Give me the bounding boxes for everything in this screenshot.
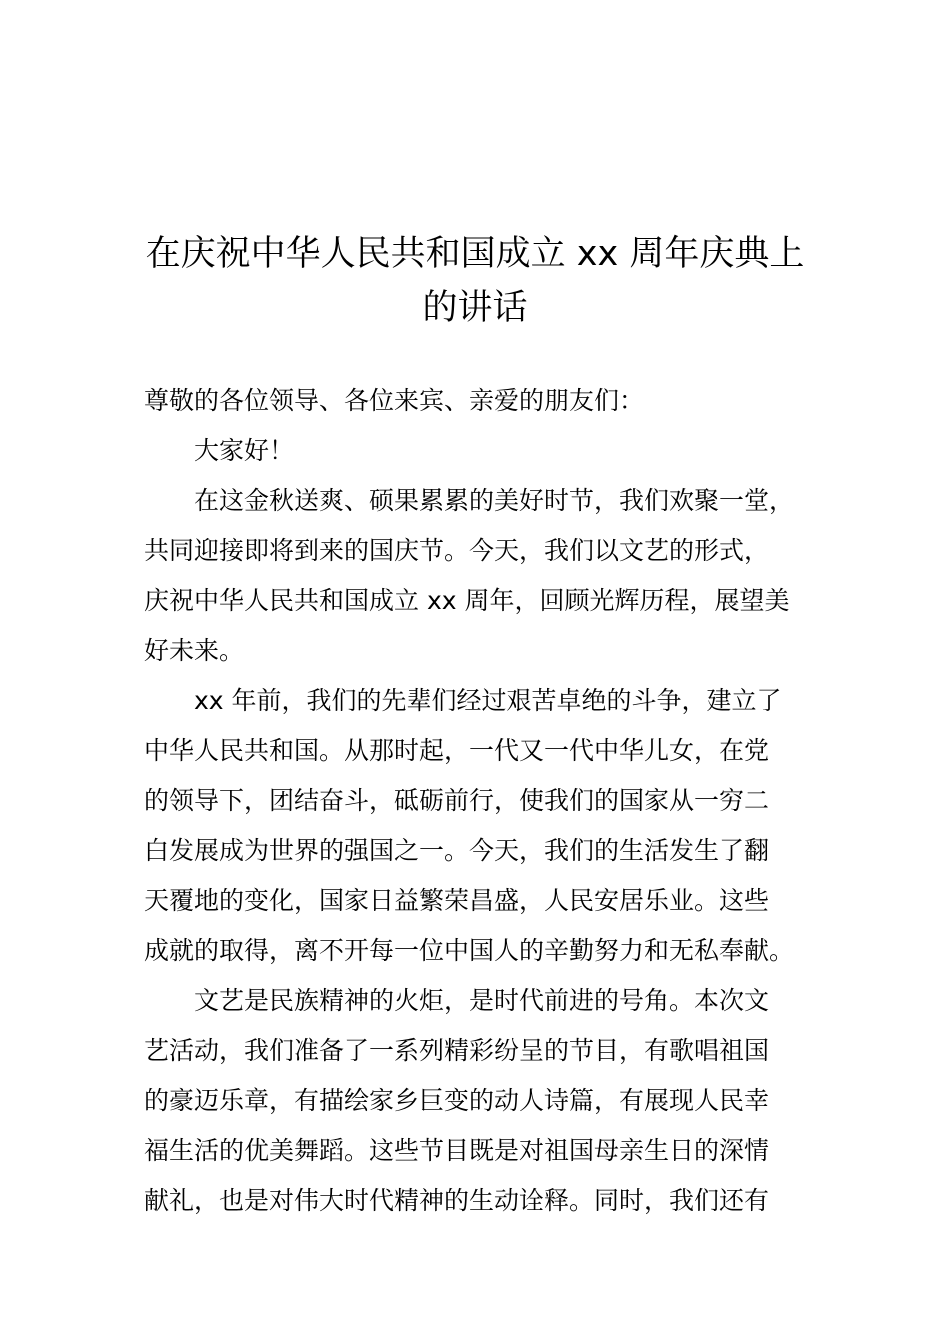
paragraph-line: 福生活的优美舞蹈。这些节目既是对祖国母亲生日的深情 [144,1136,770,1165]
paragraph-line: 艺活动，我们准备了一系列精彩纷呈的节目，有歌唱祖国 [144,1036,770,1065]
paragraph-line: 的领导下，团结奋斗，砥砺前行，使我们的国家从一穷二 [144,786,770,815]
paragraph-line: 的豪迈乐章，有描绘家乡巨变的动人诗篇，有展现人民幸 [144,1086,770,1115]
paragraph-line: 白发展成为世界的强国之一。今天，我们的生活发生了翻 [144,836,770,865]
paragraph-line: 好未来。 [144,636,245,665]
paragraph-2 [144,676,844,976]
paragraph-line: xx 年前，我们的先辈们经过艰苦卓绝的斗争，建立了 [194,686,782,715]
paragraph-line: 庆祝中华人民共和国成立 xx 周年，回顾光辉历程，展望美 [144,586,790,615]
paragraph-line: 共同迎接即将到来的国庆节。今天，我们以文艺的形式， [144,536,770,565]
document-title [120,227,830,335]
paragraph-line: 大家好！ [194,436,295,465]
salutation: 尊敬的各位领导、各位来宾、亲爱的朋友们： [144,386,645,415]
paragraph-line: 成就的取得，离不开每一位中国人的辛勤努力和无私奉献。 [144,936,795,965]
paragraph-1 [144,476,844,676]
paragraph-line: 献礼，也是对伟大时代精神的生动诠释。同时，我们还有 [144,1186,770,1215]
title-line: 在庆祝中华人民共和国成立 xx 周年庆典上 [145,234,805,274]
paragraph-line: 在这金秋送爽、硕果累累的美好时节，我们欢聚一堂， [194,486,795,515]
paragraph-line: 中华人民共和国。从那时起，一代又一代中华儿女，在党 [144,736,770,765]
paragraph-line: 天覆地的变化，国家日益繁荣昌盛，人民安居乐业。这些 [144,886,770,915]
title-line: 的讲话 [422,288,528,328]
paragraph-3 [144,976,844,1226]
paragraph-line: 文艺是民族精神的火炬，是时代前进的号角。本次文 [194,986,770,1015]
paragraph-greeting [144,426,844,476]
document-body [144,376,844,1226]
